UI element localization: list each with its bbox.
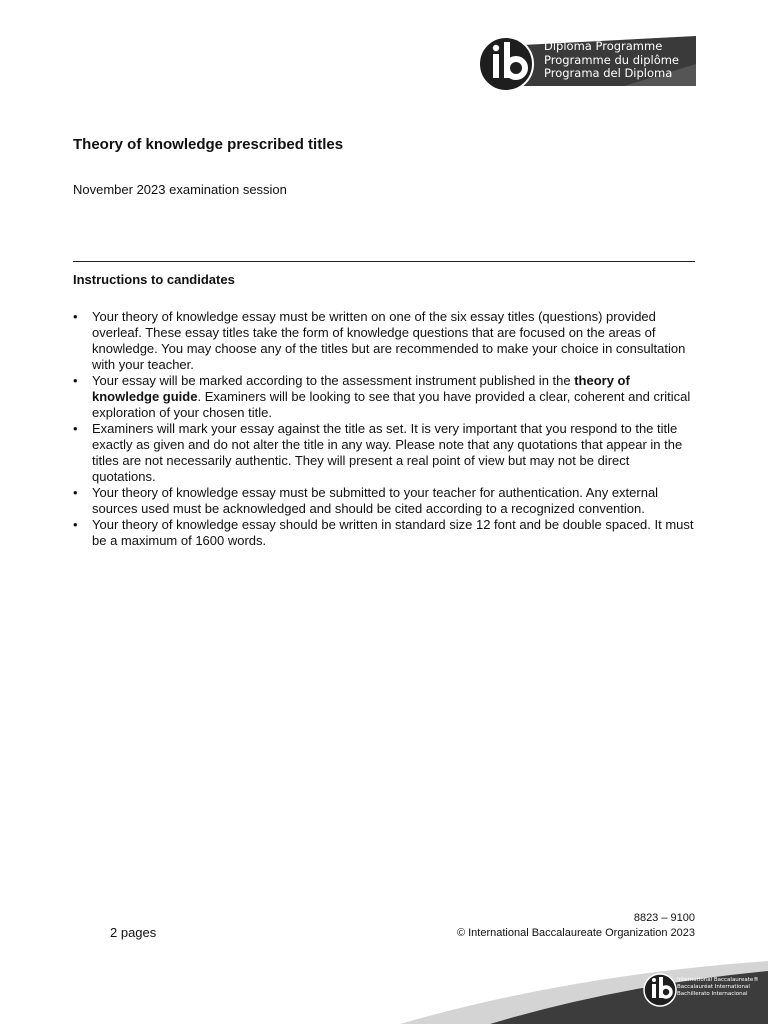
bullet-icon: •: [73, 485, 78, 500]
organization-name-en: International Baccalaureate®: [677, 977, 759, 983]
instructions-heading: Instructions to candidates: [73, 272, 235, 287]
programme-name-fr: Programme du diplôme: [544, 52, 680, 67]
instruction-item: [73, 373, 695, 421]
horizontal-rule: [73, 261, 695, 262]
bullet-icon: •: [73, 373, 78, 388]
ib-logo: [644, 974, 676, 1006]
instruction-text: Your theory of knowledge essay must be written on one of the six essay titles (questions) provided overleaf. These essay titles take the form of knowledge questions that are focused on the areas of knowledge. You may choose any of the titles but are recommended to make your choice in consultation with your teacher.: [92, 309, 686, 372]
bullet-icon: •: [73, 517, 78, 532]
instruction-item: [73, 309, 695, 373]
document-title: Theory of knowledge prescribed titles: [73, 136, 344, 153]
instruction-text: Your essay will be marked according to the assessment instrument published in the: [92, 373, 575, 388]
programme-names: [544, 40, 679, 81]
guide-reference: theory of knowledge guide: [92, 373, 630, 404]
exam-session: November 2023 examination session: [73, 182, 287, 197]
paper-code: 8823 – 9100: [633, 912, 695, 924]
instruction-item: [73, 421, 695, 485]
instruction-text-continued: . Examiners will be looking to see that you have provided a clear, coherent and critical exploration of your chosen title.: [92, 389, 691, 420]
instructions-list: [73, 309, 695, 549]
organization-name-es: Bachillerato Internacional: [677, 991, 748, 997]
instruction-text: Examiners will mark your essay against the title as set. It is very important that you respond to the title exactly as given and do not alter the title in any way. Please note that any quotations that appear in the titles are not necessarily authentic. They will present a real point of view but may not be direct quotations.: [92, 421, 683, 484]
organization-names: [677, 977, 759, 998]
instruction-text: Your theory of knowledge essay should be written in standard size 12 font and be double spaced. It must be a maximum of 1600 words.: [92, 517, 694, 548]
instruction-text: Your theory of knowledge essay must be submitted to your teacher for authentication. Any external sources used must be acknowledged and should be cited according to a recognized convention.: [92, 485, 659, 516]
instruction-item: [73, 485, 695, 517]
bullet-icon: •: [73, 309, 78, 324]
copyright-notice: © International Baccalaureate Organization 2023: [456, 927, 695, 939]
programme-name-es: Programa del Diploma: [544, 66, 673, 80]
bullet-icon: •: [73, 421, 78, 436]
organization-name-fr: Baccalauréat International: [677, 984, 750, 990]
programme-name-en: Diploma Programme: [544, 39, 663, 53]
ib-logo: [479, 37, 533, 91]
instruction-item: [73, 517, 695, 549]
page-count: 2 pages: [110, 925, 157, 940]
